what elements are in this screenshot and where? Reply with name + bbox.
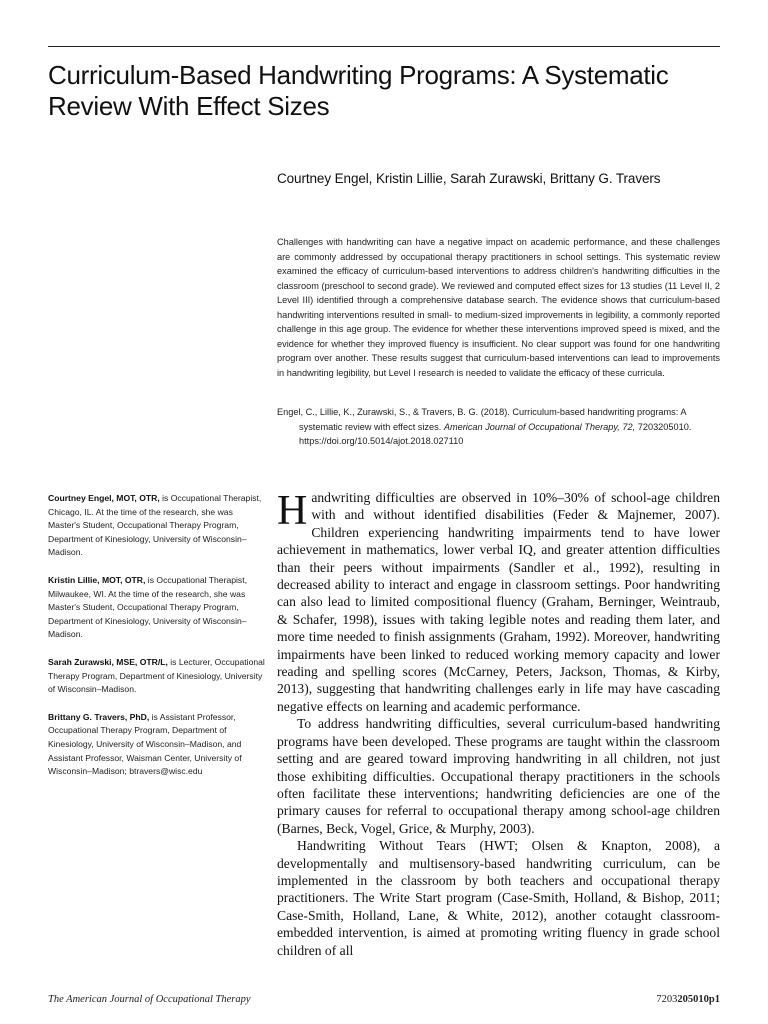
body-paragraph-1 (277, 489, 720, 715)
body-paragraph-3: Handwriting Without Tears (HWT; Olsen & Knapton, 2008), a developmentally and multisensory-based handwriting curriculum, can be implemented in the classroom by both teachers and occupational therapy practitioners. The Write Start program (Case-Smith, Holland, & Bishop, 2011; Case-Smith, Holland, Lane, & White, 2012), another cotaught classroom-embedded intervention, is aimed at promoting writing fluency in grade school children of all (277, 838, 720, 958)
footer-page-number (656, 994, 720, 1005)
affiliation-name: Courtney Engel, MOT, OTR, (48, 493, 160, 503)
affiliation-text: is Assistant Professor, Occupational Therapy Program, Department of Kinesiology, University of Wisconsin–Madison, and Assistant Professor, Waisman Center, University of Wisconsin–Madison; btravers@wisc.edu (48, 711, 242, 777)
author-list: Courtney Engel, Kristin Lillie, Sarah Zurawski, Brittany G. Travers (277, 171, 661, 186)
citation-suffix: 7203205010. https://doi.org/10.5014/ajot.2018.027110 (299, 421, 692, 446)
affiliation-text: is Occupational Therapist, Chicago, IL. At the time of the research, she was Master's Student, Occupational Therapy Program, Department of Kinesiology, University of Wisconsin–Madison. (48, 493, 262, 558)
affiliation-name: Sarah Zurawski, MSE, OTR/L, (48, 656, 168, 667)
page-number-prefix: 7203 (656, 994, 678, 1005)
top-rule (48, 46, 720, 47)
article-title: Curriculum-Based Handwriting Programs: A Systematic Review With Effect Sizes (48, 60, 669, 121)
author-affiliations (48, 492, 266, 793)
affiliation-text: is Occupational Therapist, Milwaukee, WI. At the time of the research, she was Master's Student, Occupational Therapy Program, Department of Kinesiology, University of Wisconsin–Madison. (48, 574, 247, 640)
body-paragraph-1-text: andwriting difficulties are observed in 10%–30% of school-age children with and without identified disabilities (Feder & Majnemer, 2007). Children experiencing handwriting impairments tend to have lower achievement in mathematics, lower verbal IQ, and greater attention difficulties than their peers without impairments (Sandler et al., 1992), resulting in decreased ability to interact and engage in classroom settings. Poor handwriting can also lead to limited compositional fluency (Graham, Berninger, Weintraub, & Schafer, 1998), issues with taking legible notes and reading them later, and more time needed to finish assignments (Graham, 1992). Moreover, handwriting impairments have been linked to reduced working memory capacity and lower reading and spelling scores (McCarney, Peters, Jackson, Thomas, & Kirby, 2013), suggesting that handwriting challenges early in life may have cascading negative effects on learning and academic performance. (277, 490, 720, 714)
affiliation-zurawski (48, 656, 266, 697)
citation-journal: American Journal of Occupational Therapy, 72, (443, 421, 636, 432)
affiliation-name: Brittany G. Travers, PhD, (48, 711, 150, 722)
affiliation-text: is Lecturer, Occupational Therapy Program, Department of Kinesiology, University of Wisconsin–Madison. (48, 656, 265, 695)
abstract: Challenges with handwriting can have a negative impact on academic performance, and these challenges are commonly addressed by occupational therapy practitioners in school settings. This systematic review examined the efficacy of curriculum-based interventions to address children's handwriting difficulties in the classroom (preschool to second grade). We reviewed and computed effect sizes for 13 studies (11 Level II, 2 Level III) identified through a comprehensive database search. The evidence shows that curriculum-based handwriting interventions resulted in small- to medium-sized improvements in legibility, a commonly reported challenge in this age group. The evidence for whether these interventions improved speed is mixed, and the evidence for whether they improved fluency is insufficient. No clear support was found for one handwriting program over another. These results suggest that curriculum-based interventions can lead to improvements in handwriting legibility, but Level I research is needed to validate the efficacy of these curricula. (277, 237, 720, 378)
citation-prefix: Engel, C., Lillie, K., Zurawski, S., & Travers, B. G. (2018). Curriculum-based handwriting programs: A systematic review with effect sizes. (277, 407, 686, 432)
citation (277, 405, 720, 449)
affiliation-engel (48, 492, 266, 560)
body-text (277, 489, 720, 959)
footer-journal-name: The American Journal of Occupational Therapy (48, 994, 251, 1005)
affiliation-name: Kristin Lillie, MOT, OTR, (48, 574, 146, 585)
affiliation-travers (48, 711, 266, 779)
drop-cap: H (277, 488, 308, 534)
body-paragraph-2: To address handwriting difficulties, several curriculum-based handwriting programs have been developed. These programs are taught within the classroom setting and are geared toward improving handwriting in all children, not just those exhibiting difficulties. Occupational therapy practitioners in the schools often facilitate these interventions; handwriting deficiencies are one of the primary causes for referral to occupational therapy among school-age children (Barnes, Beck, Vogel, Grice, & Murphy, 2003). (277, 716, 720, 836)
affiliation-lillie (48, 574, 266, 642)
page-number-bold: 205010p1 (677, 994, 720, 1005)
citation-text (277, 405, 720, 449)
